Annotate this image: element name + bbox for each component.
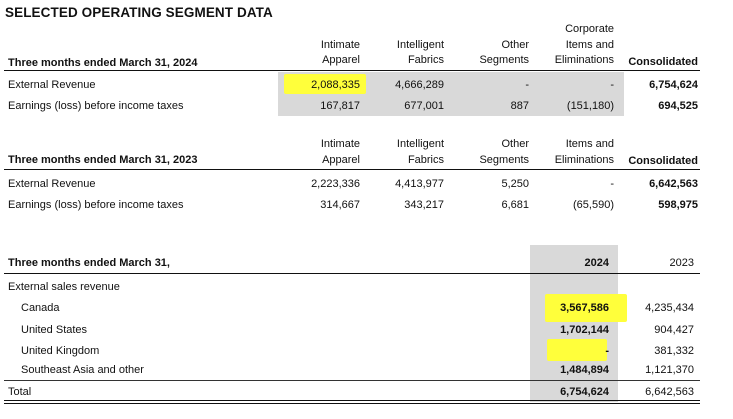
cell: 677,001 <box>404 100 444 112</box>
col-header-line2: Eliminations <box>554 154 614 166</box>
col-header-line2: Intelligent <box>396 39 444 51</box>
col-header-line1: Items and <box>565 138 614 150</box>
cell: 2,223,336 <box>311 178 360 190</box>
cell-consolidated: 6,754,624 <box>649 79 698 91</box>
col-header-line2: Apparel <box>322 154 360 166</box>
cell: 5,250 <box>501 178 529 190</box>
cell: (151,180) <box>566 100 614 112</box>
cell: 2,088,335 <box>311 79 360 91</box>
row-label: Earnings (loss) before income taxes <box>8 199 184 211</box>
cell-2024: 3,567,586 <box>560 302 609 314</box>
cell: - <box>610 178 614 190</box>
cell-2023: 1,121,370 <box>645 364 694 376</box>
cell: 167,817 <box>320 100 360 112</box>
col-header-line2: Segments <box>479 154 529 166</box>
col-header-line1: Corporate <box>565 23 614 35</box>
row-label: Southeast Asia and other <box>21 364 144 376</box>
total-label: Total <box>8 386 32 398</box>
col-header-line3: Fabrics <box>407 54 444 66</box>
cell: 343,217 <box>404 199 444 211</box>
section-label: External sales revenue <box>8 281 120 293</box>
row-label: Earnings (loss) before income taxes <box>8 100 184 112</box>
col-header-consolidated: Consolidated <box>628 56 698 68</box>
row-label: United Kingdom <box>21 345 100 357</box>
row-label: External Revenue <box>8 178 96 190</box>
cell-2023: 381,332 <box>654 345 694 357</box>
subtotal-rule <box>4 380 700 381</box>
cell: - <box>525 79 529 91</box>
header-rule <box>4 70 700 71</box>
total-2023: 6,642,563 <box>645 386 694 398</box>
col-header-line2: Other <box>501 39 529 51</box>
period-label-2023: Three months ended March 31, 2023 <box>8 154 198 166</box>
cell: 4,666,289 <box>395 79 444 91</box>
col-header-line1: Intimate <box>320 138 360 150</box>
col-header-line2: Fabrics <box>407 154 444 166</box>
cell: - <box>610 79 614 91</box>
col-header-line3: Eliminations <box>554 54 614 66</box>
cell-2024: 1,484,894 <box>560 364 609 376</box>
total-2024: 6,754,624 <box>560 386 609 398</box>
cell-2024: 1,702,144 <box>560 324 609 336</box>
cell-2024: - <box>605 345 609 357</box>
cell-consolidated: 694,525 <box>658 100 698 112</box>
page-title: SELECTED OPERATING SEGMENT DATA <box>5 5 273 20</box>
cell: 887 <box>510 100 529 112</box>
col-header-consolidated: Consolidated <box>628 155 698 167</box>
period-label-geo: Three months ended March 31, <box>8 257 170 269</box>
cell: 314,667 <box>320 199 360 211</box>
col-header-line2: Intimate <box>320 39 360 51</box>
col-header-line2: Items and <box>565 39 614 51</box>
cell-consolidated: 598,975 <box>658 199 698 211</box>
row-label: United States <box>21 324 88 336</box>
cell-consolidated: 6,642,563 <box>649 178 698 190</box>
highlight-uk-2024 <box>547 339 607 361</box>
cell-2023: 904,427 <box>654 324 694 336</box>
col-header-line3: Apparel <box>322 54 360 66</box>
period-label-2024: Three months ended March 31, 2024 <box>8 57 198 69</box>
cell: 4,413,977 <box>395 178 444 190</box>
row-label: Canada <box>21 302 60 314</box>
cell-2023: 4,235,434 <box>645 302 694 314</box>
total-rule-bottom <box>4 403 700 404</box>
total-rule-top <box>4 400 700 401</box>
header-rule <box>4 169 700 170</box>
col-header-2023: 2023 <box>669 257 694 269</box>
cell: 6,681 <box>501 199 529 211</box>
header-rule <box>4 273 700 274</box>
col-header-line3: Segments <box>479 54 529 66</box>
col-header-line1: Other <box>501 138 529 150</box>
cell: (65,590) <box>573 199 614 211</box>
row-label: External Revenue <box>8 79 96 91</box>
col-header-2024: 2024 <box>584 257 609 269</box>
col-header-line1: Intelligent <box>396 138 444 150</box>
